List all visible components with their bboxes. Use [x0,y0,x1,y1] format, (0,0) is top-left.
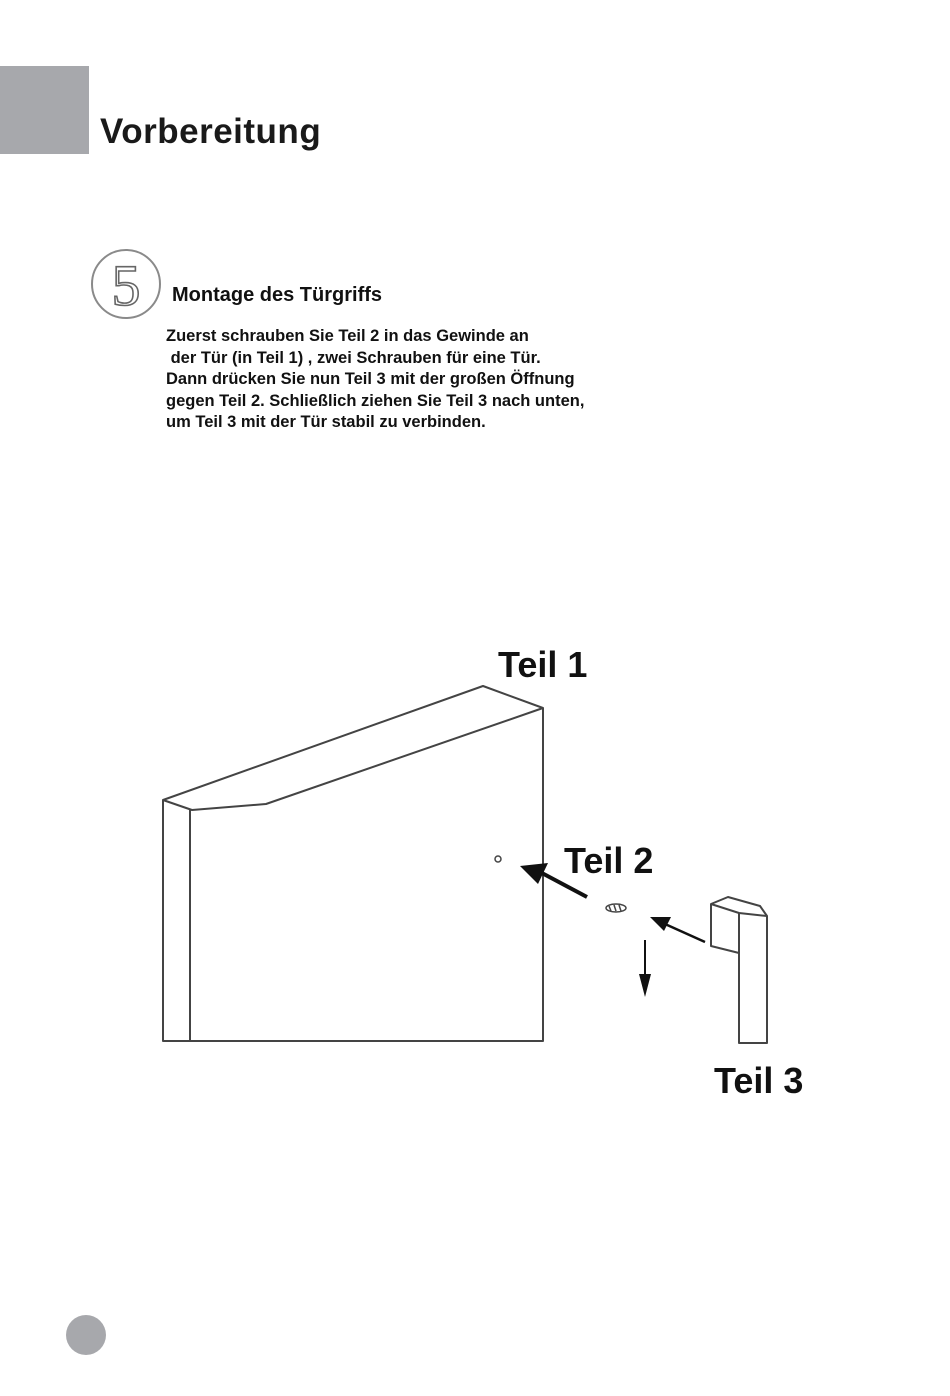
instruction-line: Dann drücken Sie nun Teil 3 mit der großen Öffnung [166,370,575,388]
screw-illustration [606,904,626,912]
page-marker-dot [66,1315,106,1355]
instruction-line: der Tür (in Teil 1) , zwei Schrauben für eine Tür. [166,348,541,367]
part-2-label: Teil 2 [564,840,654,881]
part-3-label: Teil 3 [714,1060,804,1101]
handle-illustration [711,897,767,1043]
section-title: Vorbereitung [100,112,322,151]
door-illustration [163,686,543,1041]
arrow-to-screw-icon [650,917,705,942]
instruction-line: gegen Teil 2. Schließlich ziehen Sie Teil 3 nach unten, [166,391,585,410]
instruction-line: Zuerst schrauben Sie Teil 2 in das Gewinde an [166,327,529,345]
arrow-down-icon [639,940,651,997]
part-1-label: Teil 1 [498,644,588,685]
step-number: 5 [111,253,141,318]
instruction-line: um Teil 3 mit der Tür stabil zu verbinden. [166,413,486,431]
step-title: Montage des Türgriffs [172,284,383,306]
